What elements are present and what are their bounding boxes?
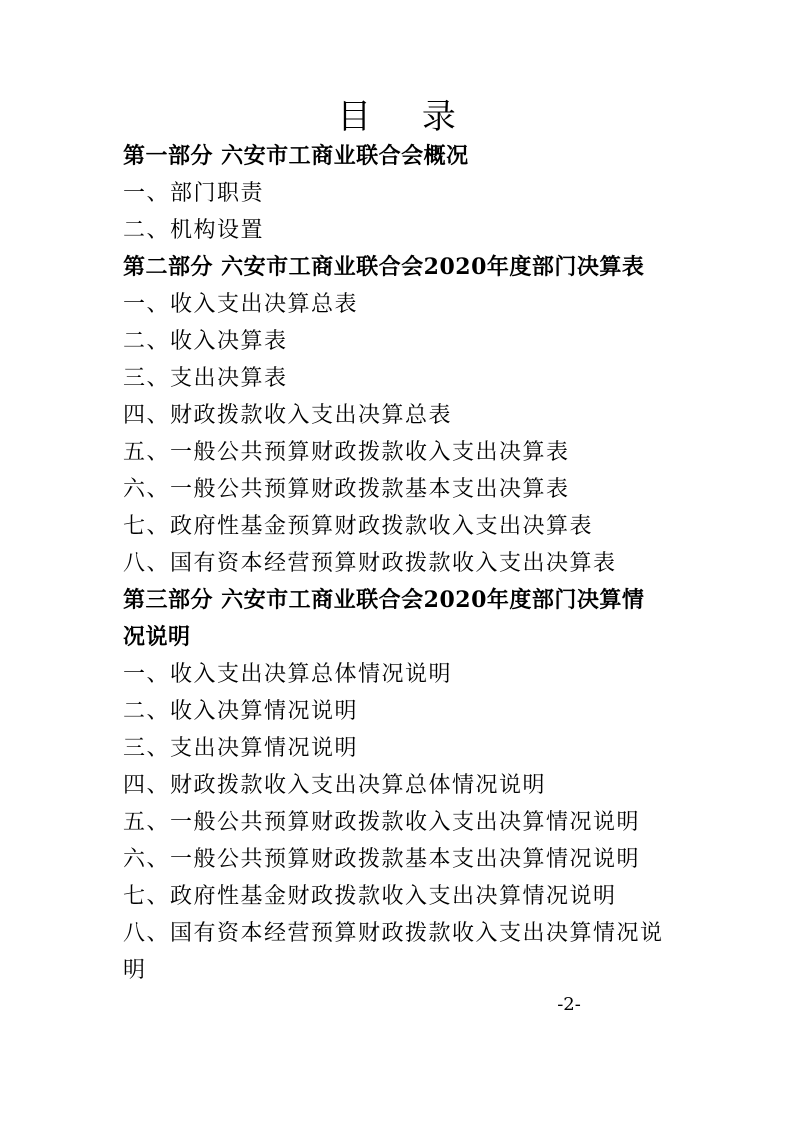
toc-item: 一、收入支出决算总表: [123, 292, 359, 317]
toc-item: 四、财政拨款收入支出决算总体情况说明: [123, 773, 547, 798]
toc-item: 一、部门职责: [123, 181, 265, 206]
table-of-contents: [123, 138, 683, 989]
toc-item: 七、政府性基金预算财政拨款收入支出决算表: [123, 514, 594, 539]
toc-item-continued: 明: [123, 958, 147, 983]
toc-item: 五、一般公共预算财政拨款收入支出决算情况说明: [123, 810, 641, 835]
toc-item: 八、国有资本经营预算财政拨款收入支出决算表: [123, 551, 617, 576]
toc-item: 六、一般公共预算财政拨款基本支出决算表: [123, 477, 570, 502]
toc-item: 五、一般公共预算财政拨款收入支出决算表: [123, 440, 570, 465]
toc-item: 六、一般公共预算财政拨款基本支出决算情况说明: [123, 847, 641, 872]
toc-item: 二、机构设置: [123, 218, 265, 243]
toc-item: 三、支出决算表: [123, 366, 288, 391]
toc-section-3-continued: 况说明: [123, 624, 191, 650]
toc-item: 三、支出决算情况说明: [123, 736, 359, 761]
page-number: [0, 992, 793, 1018]
toc-item: 八、国有资本经营预算财政拨款收入支出决算情况说: [123, 921, 664, 946]
toc-item: 七、政府性基金财政拨款收入支出决算情况说明: [123, 884, 617, 909]
toc-section-1: 第一部分 六安市工商业联合会概况: [123, 143, 469, 169]
toc-item: 四、财政拨款收入支出决算总表: [123, 403, 453, 428]
toc-item: 二、收入决算表: [123, 329, 288, 354]
page-title: 目 录: [337, 97, 476, 137]
toc-section-3: 第三部分 六安市工商业联合会2020年度部门决算情: [123, 587, 645, 613]
toc-section-2: 第二部分 六安市工商业联合会2020年度部门决算表: [123, 254, 645, 280]
page-number-text: -2-: [557, 994, 581, 1015]
toc-item: 一、收入支出决算总体情况说明: [123, 662, 453, 687]
toc-item: 二、收入决算情况说明: [123, 699, 359, 724]
